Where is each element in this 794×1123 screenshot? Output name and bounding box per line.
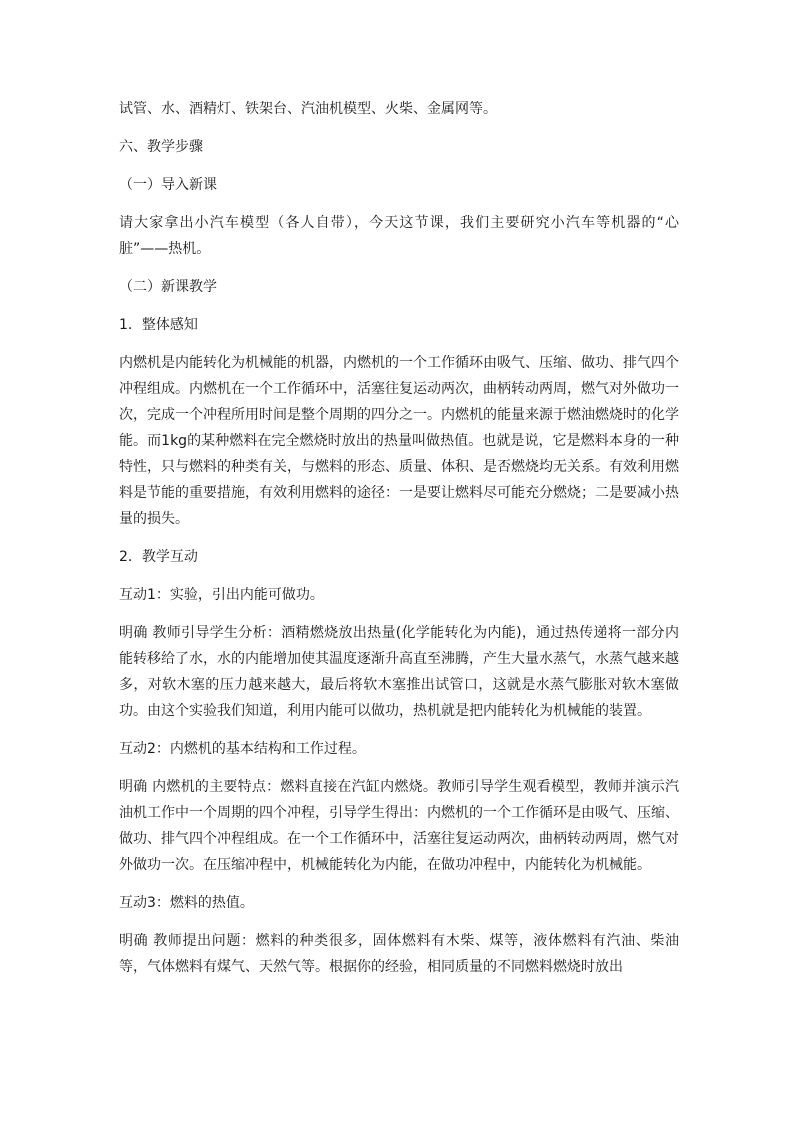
paragraph-materials: 试管、水、酒精灯、铁架台、汽油机模型、火柴、金属网等。 — [119, 101, 497, 117]
document-body — [119, 96, 679, 992]
heading-introduction: （一）导入新课 — [119, 177, 217, 193]
heading-interaction-2: 互动2：内燃机的基本结构和工作过程。 — [119, 741, 366, 757]
paragraph-interaction-2: 明确 内燃机的主要特点：燃料直接在汽缸内燃烧。教师引导学生观看模型，教师并演示汽油机工作中一个周期的四个冲程，引导学生得出：内燃机的一个工作循环是由吸气、压缩、做功、排气四个冲程组成。在一个工作循环中，活塞往复运动两次，曲柄转动两周，燃气对外做功一次。在压缩冲程中，机械能转化为内能，在做功冲程中，内能转化为机械能。 — [119, 779, 679, 873]
heading-new-lesson: （二）新课教学 — [119, 279, 217, 295]
heading-interaction-3: 互动3：燃料的热值。 — [119, 895, 254, 911]
heading-overall-perception: 1．整体感知 — [119, 317, 198, 333]
paragraph-interaction-3: 明确 教师提出问题：燃料的种类很多，固体燃料有木柴、煤等，液体燃料有汽油、柴油等，气体燃料有煤气、天然气等。根据你的经验，相同质量的不同燃料燃烧时放出 — [119, 933, 679, 975]
paragraph-interaction-1: 明确 教师引导学生分析：酒精燃烧放出热量(化学能转化为内能)，通过热传递将一部分内能转移给了水，水的内能增加使其温度逐渐升高直至沸腾，产生大量水蒸气，水蒸气越来越多，对软木塞的压力越来越大，最后将软木塞推出试管口，这就是水蒸气膨胀对软木塞做功。由这个实验我们知道，利用内能可以做功，热机就是把内能转化为机械能的装置。 — [119, 625, 679, 719]
heading-teaching-interaction: 2．教学互动 — [119, 549, 198, 565]
heading-teaching-steps: 六、教学步骤 — [119, 139, 203, 155]
heading-interaction-1: 互动1：实验，引出内能可做功。 — [119, 587, 324, 603]
paragraph-introduction: 请大家拿出小汽车模型（各人自带），今天这节课，我们主要研究小汽车等机器的“心脏”——热机。 — [119, 215, 679, 257]
paragraph-overall-perception: 内燃机是内能转化为机械能的机器，内燃机的一个工作循环由吸气、压缩、做功、排气四个冲程组成。内燃机在一个工作循环中，活塞往复运动两次，曲柄转动两周，燃气对外做功一次，完成一个冲程所用时间是整个周期的四分之一。内燃机的能量来源于燃油燃烧时的化学能。而1kg的某种燃料在完全燃烧时放出的热量叫做热值。也就是说，它是燃料本身的一种特性，只与燃料的种类有关，与燃料的形态、质量、体积、是否燃烧均无关系。有效利用燃料是节能的重要措施，有效利用燃料的途径：一是要让燃料尽可能充分燃烧；二是要减小热量的损失。 — [119, 355, 679, 527]
